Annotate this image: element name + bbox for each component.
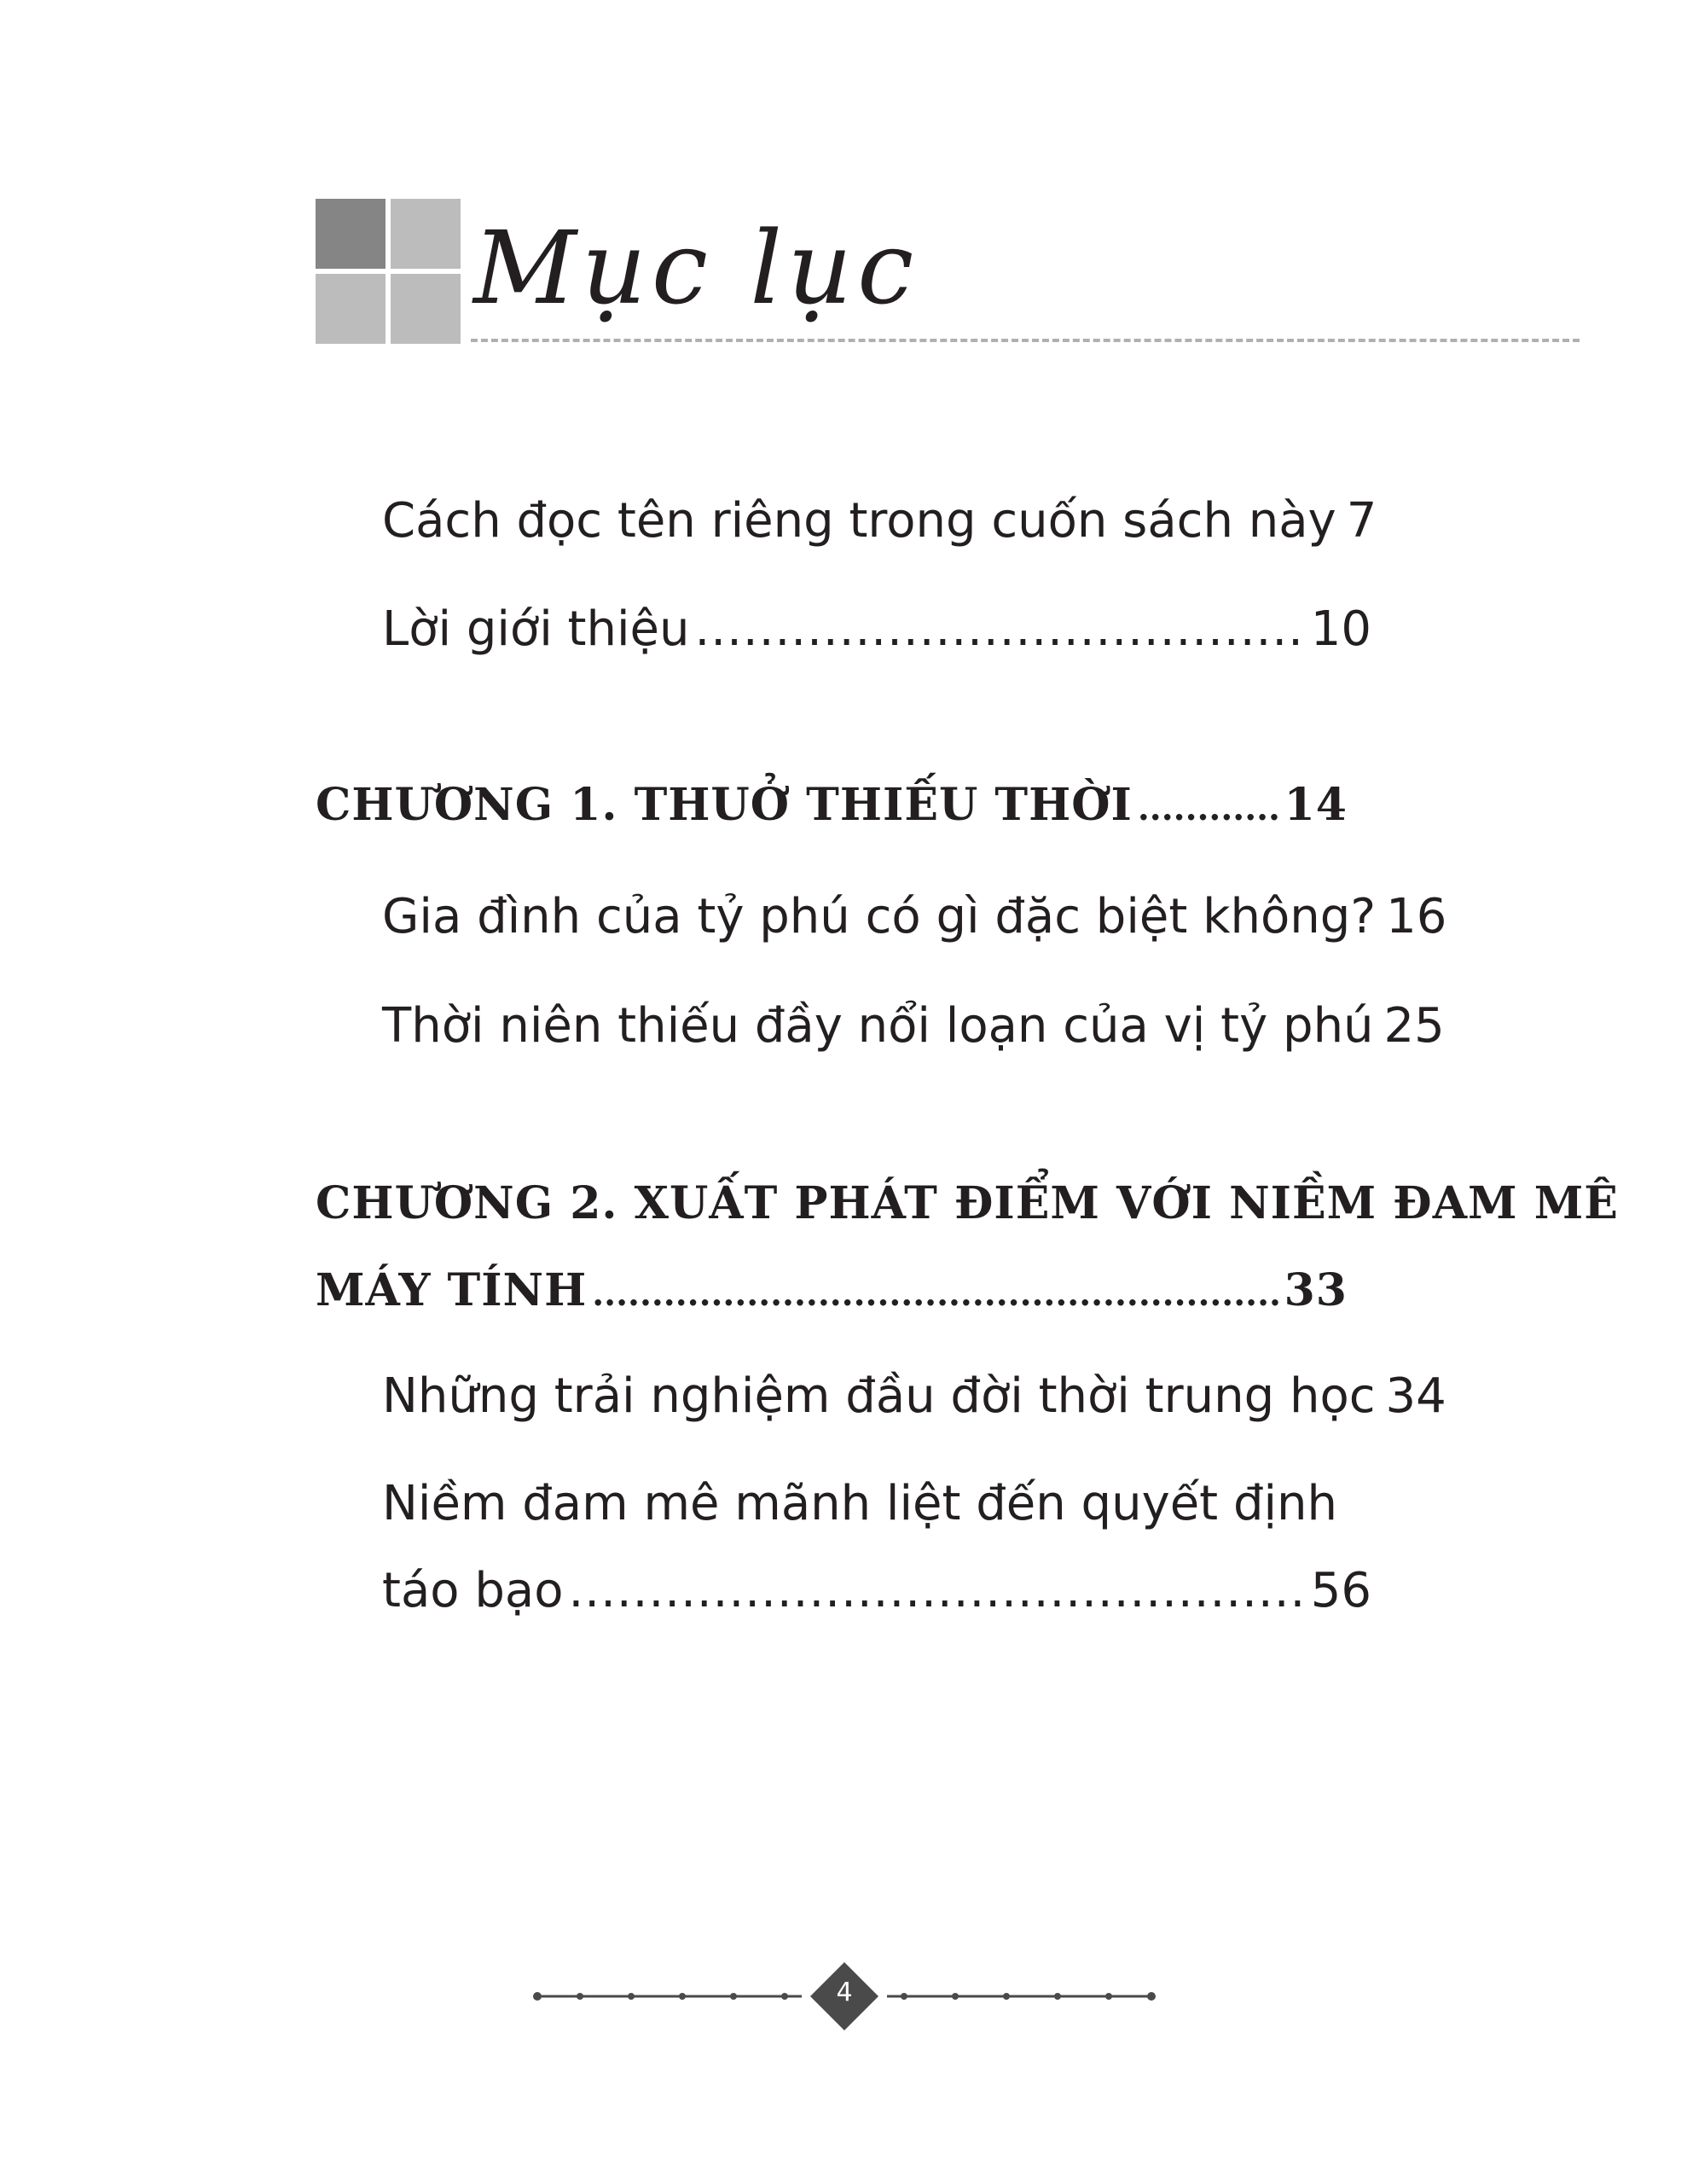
ornament-dot — [781, 1993, 788, 2000]
dot-leader — [695, 601, 1306, 657]
dot-leader — [592, 1274, 1278, 1314]
chapter-title: CHƯƠNG 1. THUỞ THIẾU THỜI — [316, 779, 1133, 831]
dot-leader — [568, 1563, 1305, 1618]
page-title: Mục lục — [473, 209, 919, 327]
ornament-dot — [1147, 1992, 1156, 2001]
chapter-title-line2: MÁY TÍNH — [316, 1264, 588, 1316]
header-square-light — [316, 274, 386, 344]
toc-entry-label-line2: táo bạo — [382, 1563, 564, 1618]
ornament-dot — [1054, 1993, 1061, 2000]
toc-entry[interactable] — [382, 889, 1447, 944]
chapter-page: 33 — [1284, 1264, 1348, 1316]
toc-entry-label: Những trải nghiệm đầu đời thời trung học — [382, 1368, 1376, 1424]
chapter-page: 14 — [1284, 779, 1348, 831]
toc-entry-page: 16 — [1386, 889, 1447, 944]
toc-entry[interactable] — [382, 601, 1371, 657]
toc-entry-label: Gia đình của tỷ phú có gì đặc biệt không? — [382, 889, 1377, 944]
toc-entry-label: Cách đọc tên riêng trong cuốn sách này — [382, 493, 1336, 549]
toc-chapter-heading[interactable] — [316, 779, 1348, 831]
ornament-dot — [901, 1993, 907, 2000]
toc-entry[interactable] — [382, 998, 1445, 1054]
toc-entry-page: 25 — [1383, 998, 1445, 1054]
dot-leader — [1138, 788, 1279, 828]
ornament-dot — [952, 1993, 959, 2000]
ornament-dot — [577, 1993, 583, 2000]
toc-chapter-heading[interactable] — [316, 1264, 1348, 1316]
ornament-dot — [730, 1993, 737, 2000]
toc-entry[interactable] — [382, 493, 1377, 549]
ornament-dot — [628, 1993, 635, 2000]
ornament-dot — [533, 1992, 542, 2001]
header-square-dark — [316, 199, 386, 269]
toc-entry-page: 7 — [1346, 493, 1377, 549]
ornament-dot — [1003, 1993, 1010, 2000]
toc-entry-page: 34 — [1385, 1368, 1446, 1424]
toc-entry[interactable] — [382, 1368, 1446, 1424]
toc-entry-page: 10 — [1310, 601, 1371, 657]
toc-entry-label-line1: Niềm đam mê mãnh liệt đến quyết định — [382, 1476, 1338, 1531]
ornament-dot — [1105, 1993, 1112, 2000]
chapter-title-line1: CHƯƠNG 2. XUẤT PHÁT ĐIỂM VỚI NIỀM ĐAM MÊ — [316, 1177, 1619, 1229]
ornament-dot — [679, 1993, 686, 2000]
header-square-light — [391, 199, 461, 269]
toc-entry-label: Thời niên thiếu đầy nổi loạn của vị tỷ phú — [382, 998, 1374, 1054]
header-square-light — [391, 274, 461, 344]
title-dashed-rule — [471, 339, 1580, 342]
toc-entry[interactable] — [382, 1563, 1371, 1618]
toc-entry-label: Lời giới thiệu — [382, 601, 690, 657]
page-number: 4 — [836, 1978, 853, 2007]
toc-entry-page: 56 — [1310, 1563, 1371, 1618]
